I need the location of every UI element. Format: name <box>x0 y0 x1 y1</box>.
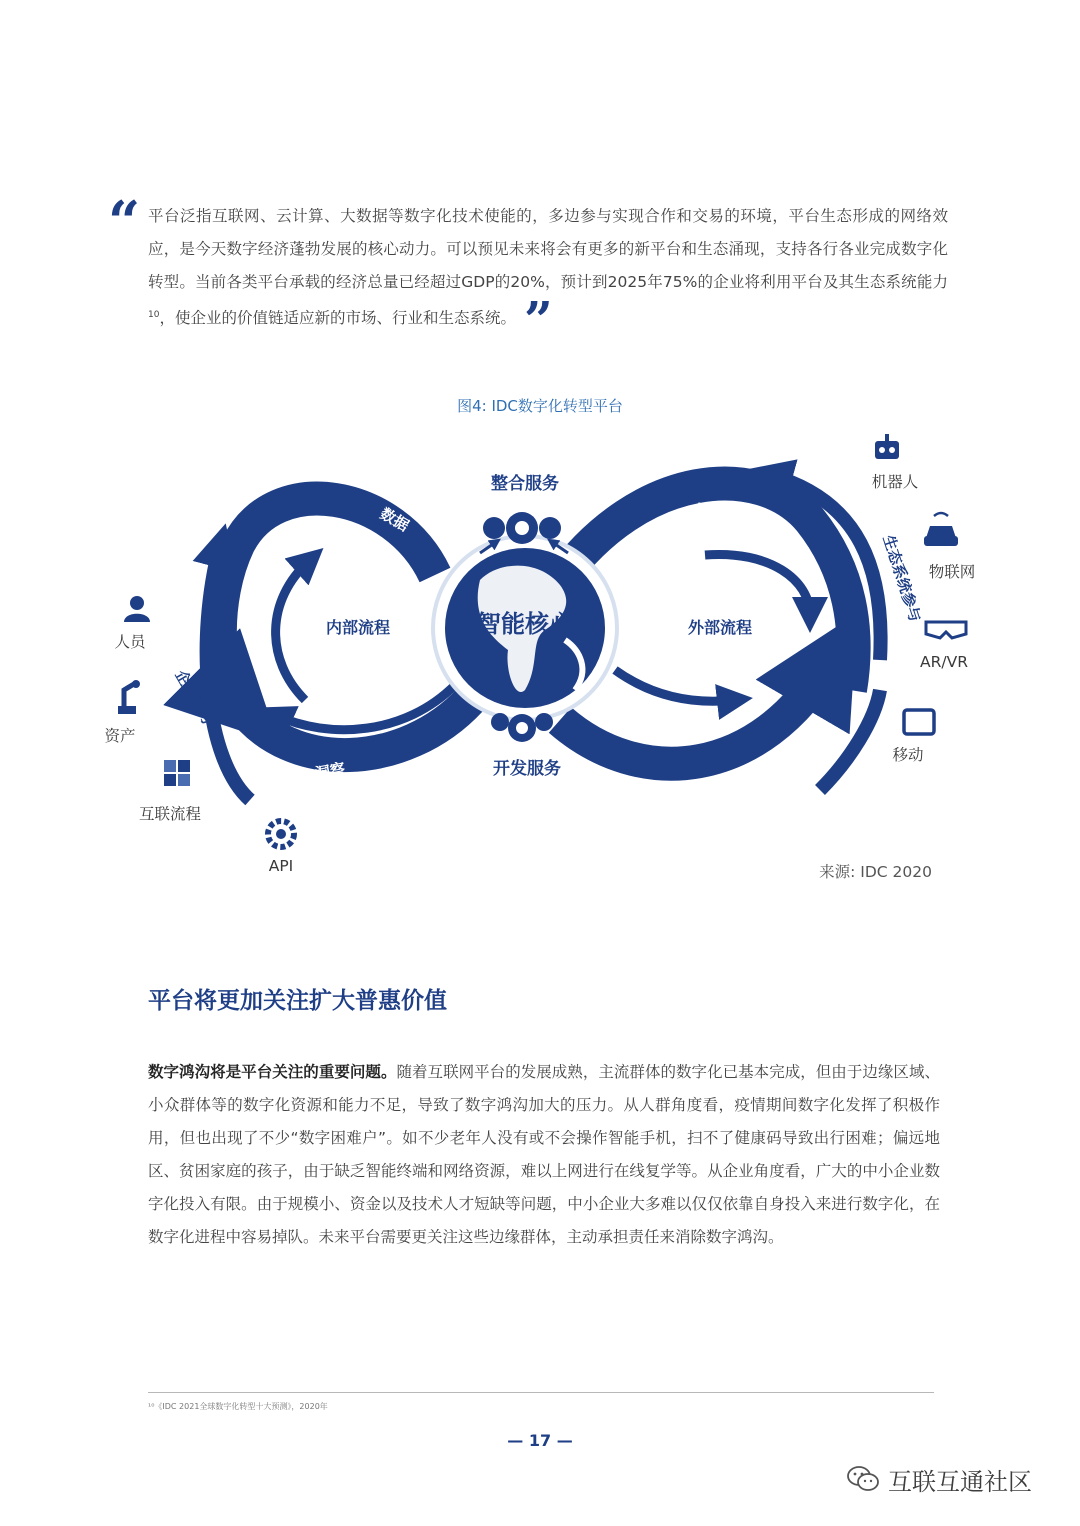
section-lead: 数字鸿沟将是平台关注的重要问题。 <box>148 1063 397 1081</box>
footnote-divider <box>148 1392 934 1393</box>
robot-arm-icon <box>118 680 140 714</box>
wechat-icon <box>846 1464 880 1494</box>
left-item-connected-process: 互联流程 <box>138 805 202 823</box>
bottom-service-label: 开发服务 <box>493 759 561 779</box>
right-flow-label: 外部流程 <box>687 618 753 637</box>
watermark <box>846 1461 1032 1497</box>
right-top-arc-label: 数据 <box>673 500 709 532</box>
right-item-mobile: 移动 <box>892 746 924 764</box>
section-body <box>148 1056 940 1254</box>
right-item-arvr: AR/VR <box>920 653 968 671</box>
right-inner-arrow-top <box>705 554 810 615</box>
top-service-label: 整合服务 <box>491 474 559 494</box>
robot-icon <box>875 434 899 459</box>
left-top-arc-label: 数据 <box>377 504 412 535</box>
right-vertical-label: 生态系统参与 <box>879 532 925 625</box>
quote-open-icon: “ <box>108 189 135 255</box>
right-inner-arrow-bottom <box>615 670 735 701</box>
person-icon <box>124 596 150 622</box>
puzzle-icon <box>164 760 190 786</box>
right-item-iot: 物联网 <box>928 563 976 581</box>
figure-title: 图4: IDC数字化转型平台 <box>457 397 623 415</box>
left-item-assets: 资产 <box>104 727 136 745</box>
left-flow-label: 内部流程 <box>325 618 391 637</box>
right-item-robot: 机器人 <box>871 473 919 491</box>
intro-quote <box>108 189 948 350</box>
left-vertical-label: 企业参与 <box>171 667 218 728</box>
quote-close-icon: ” <box>523 290 548 350</box>
left-bottom-arc-label: 洞察 <box>313 759 347 783</box>
figure-source: 来源: IDC 2020 <box>819 863 932 881</box>
right-outer-arrow-low <box>820 690 880 790</box>
api-gear-icon <box>268 821 294 847</box>
tablet-icon <box>904 710 934 734</box>
watermark-text: 互联互通社区 <box>888 1467 1032 1496</box>
center-label: 智能核心 <box>477 610 573 638</box>
section-title: 平台将更加关注扩大普惠价值 <box>148 988 447 1014</box>
footnote: ¹⁰《IDC 2021全球数字化转型十大预测》，2020年 <box>148 1402 328 1411</box>
left-inner-arrow-up <box>276 560 310 700</box>
platform-diagram <box>0 420 1080 890</box>
quote-text: 平台泛指互联网、云计算、大数据等数字化技术使能的，多边参与实现合作和交易的环境，平台生态形成的网络效应，是今天数字经济蓬勃发展的核心动力。可以预见未来将会有更多的新平台和生态涌现，支持各行各业完成数字化转型。当前各类平台承载的经济总量已经超过GDP的20%，预计到2025年75%的企业将利用平台及其生态系统能力$^{10}$，使企业的价值链适应新的市场、行业和生态系统。 ” <box>148 207 948 350</box>
right-bottom-arc-label: 行动 <box>654 722 689 748</box>
left-item-api: API <box>268 857 294 875</box>
page-number: — 17 — <box>507 1431 573 1450</box>
gear-icon-bottom <box>491 713 553 742</box>
footnote-ref[interactable]: 10 <box>148 310 160 320</box>
connected-car-icon <box>924 513 958 546</box>
vr-glasses-icon <box>926 622 966 638</box>
left-item-people: 人员 <box>114 633 146 651</box>
section-body-text: 随着互联网平台的发展成熟，主流群体的数字化已基本完成，但由于边缘区域、小众群体等的数字化资源和能力不足，导致了数字鸿沟加大的压力。从人群角度看，疫情期间数字化发挥了积极作用，但也出现了不少“数字困难户”。如不少老年人没有或不会操作智能手机，扫不了健康码导致出行困难；偏远地区、贫困家庭的孩子，由于缺乏智能终端和网络资源，难以上网进行在线复学等。从企业角度看，广大的中小企业数字化投入有限。由于规模小、资金以及技术人才短缺等问题，中小企业大多难以仅仅依靠自身投入来进行数字化，在数字化进程中容易掉队。未来平台需要更关注这些边缘群体，主动承担责任来消除数字鸿沟。 <box>148 1063 940 1246</box>
